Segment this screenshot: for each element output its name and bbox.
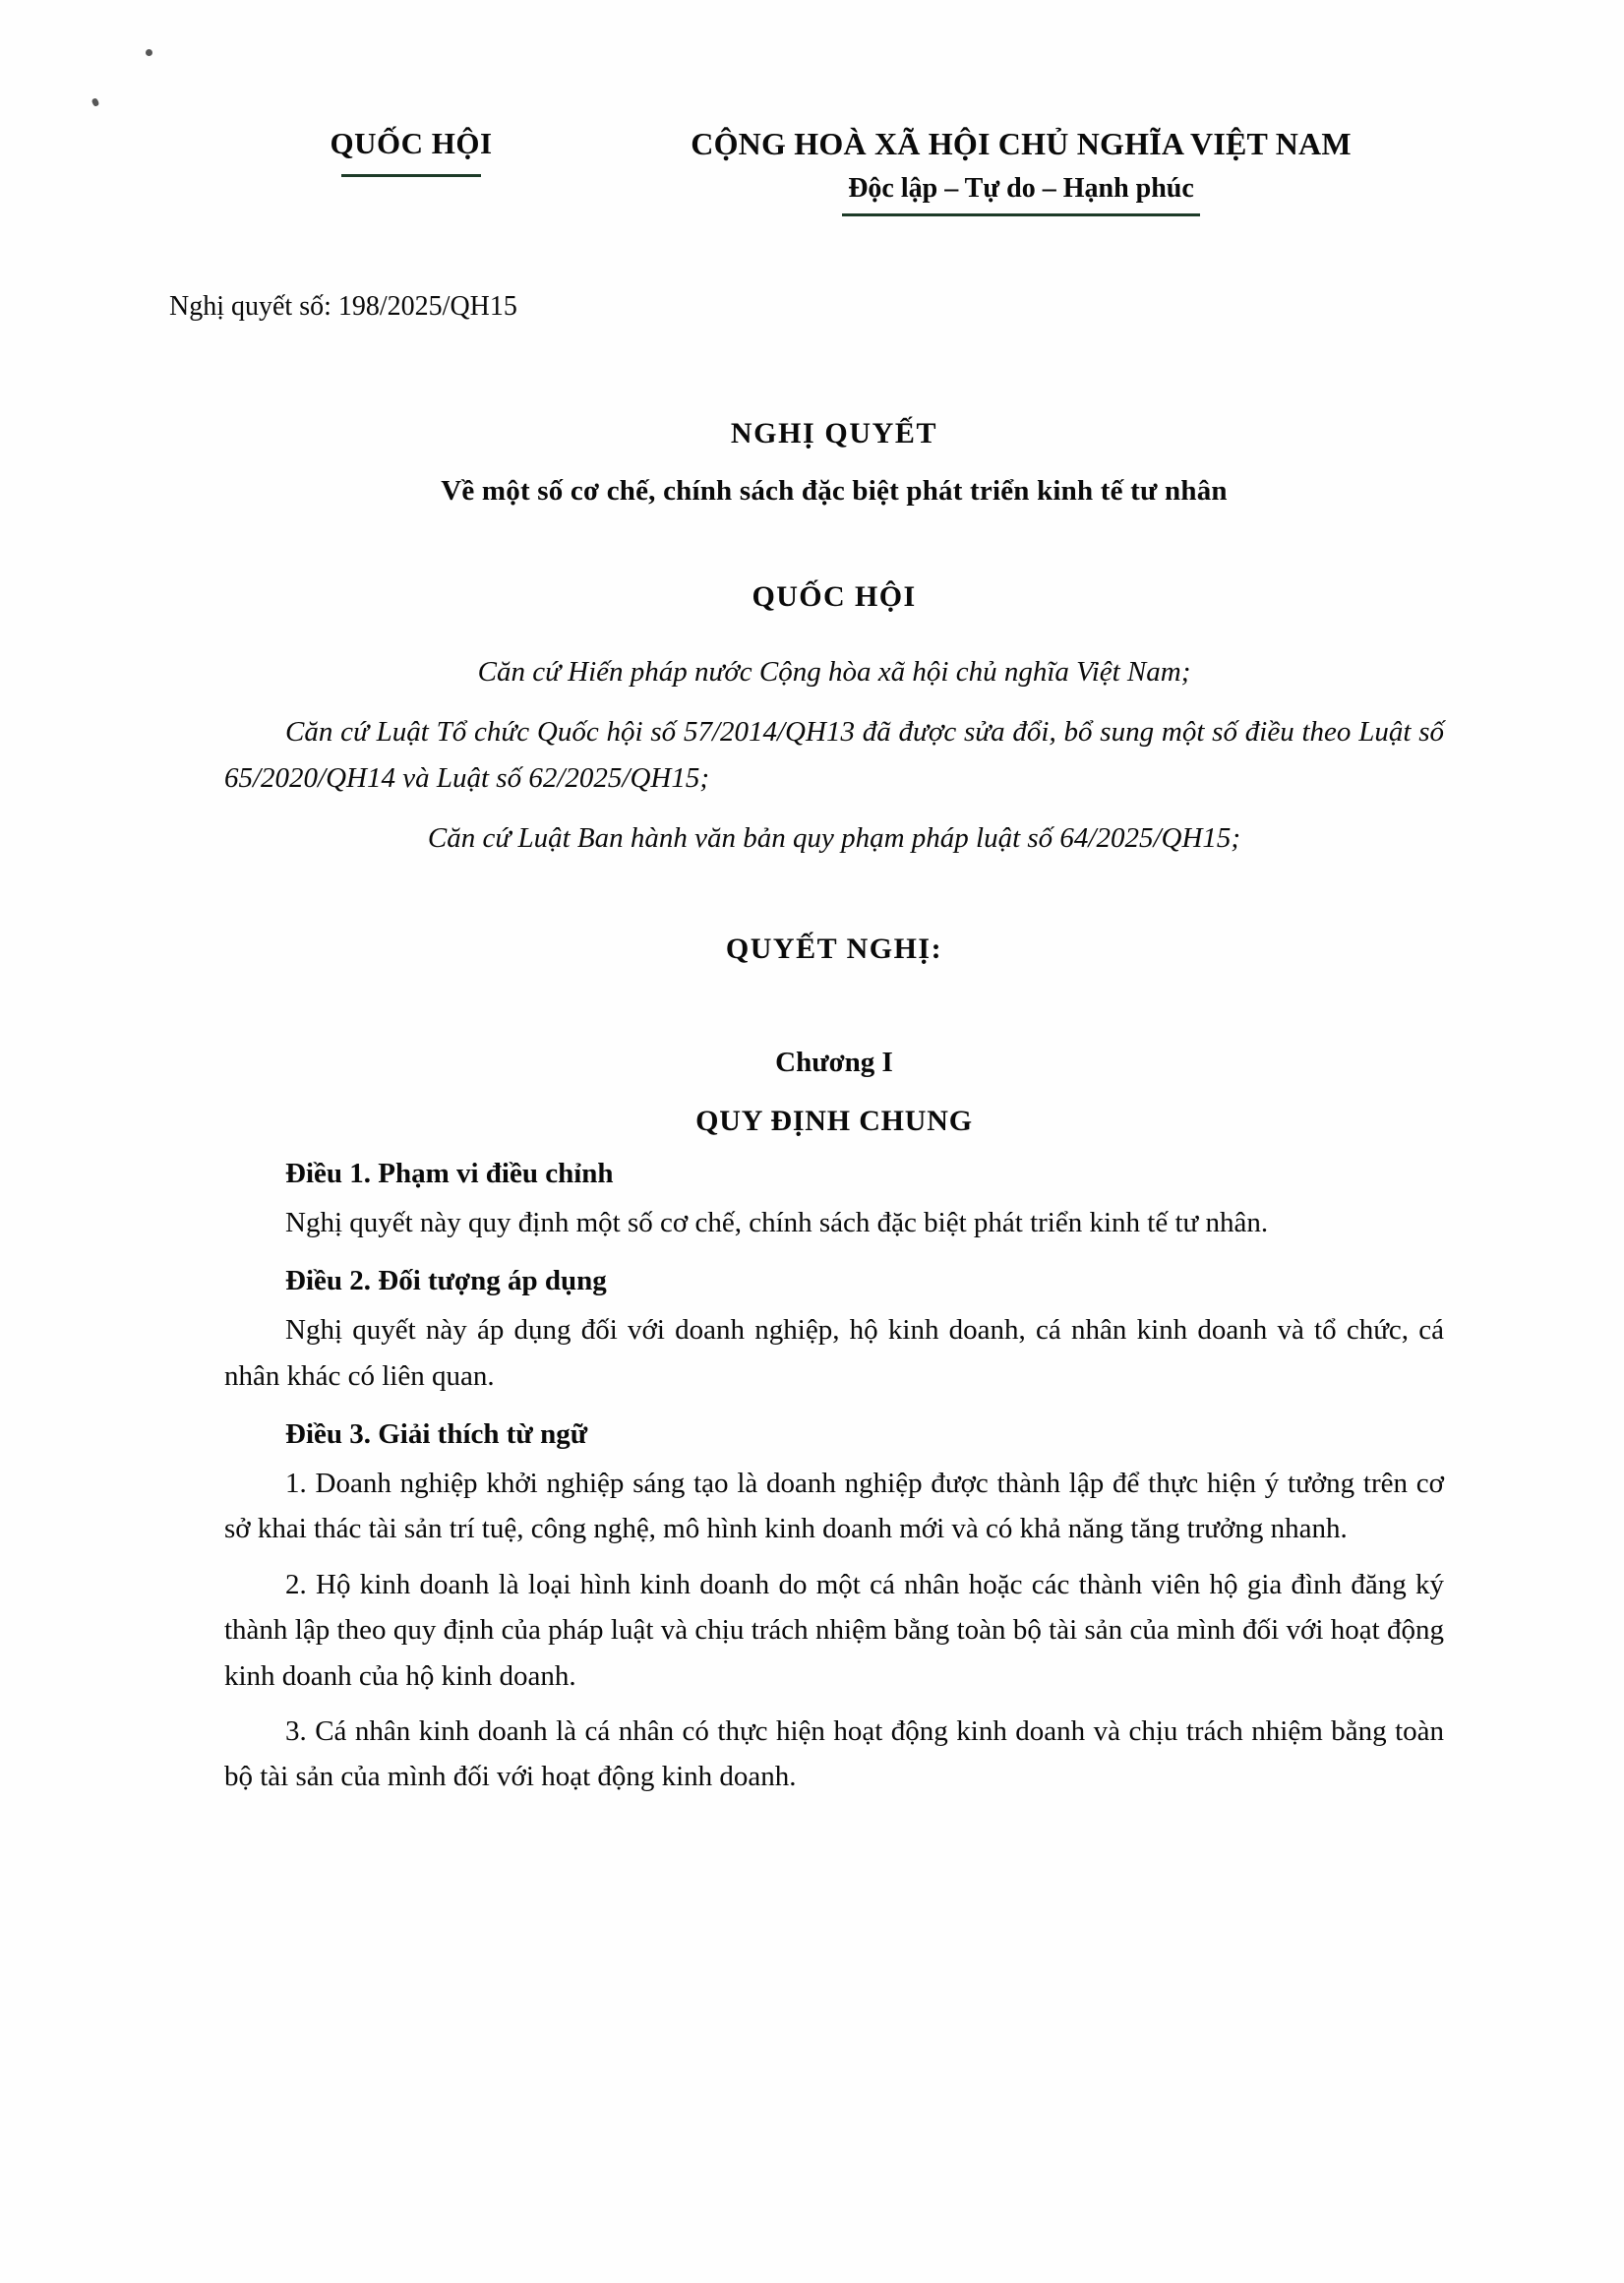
document-subject-title: Về một số cơ chế, chính sách đặc biệt phát triển kinh tế tư nhân [441, 475, 1228, 507]
article [224, 1265, 1444, 1399]
issuing-organization-block [234, 126, 588, 177]
preamble-citation: Căn cứ Hiến pháp nước Cộng hòa xã hội chủ nghĩa Việt Nam; [477, 656, 1191, 688]
article-paragraph: 1. Doanh nghiệp khởi nghiệp sáng tạo là doanh nghiệp được thành lập để thực hiện ý tưởng trên cơ sở khai thác tài sản trí tuệ, công nghệ, mô hình kinh doanh mới và có khả năng tăng trưởng nhanh. [224, 1468, 1444, 1545]
organization-divider [341, 174, 481, 177]
national-title: CỘNG HOÀ XÃ HỘI CHỦ NGHĨA VIỆT NAM [691, 126, 1352, 161]
chapter-block [224, 1047, 1444, 1138]
document-number: Nghị quyết số: 198/2025/QH15 [169, 291, 517, 322]
article-heading: Điều 2. Đối tượng áp dụng [285, 1265, 607, 1297]
document-type-title: NGHỊ QUYẾT [730, 417, 938, 450]
national-heading-block [608, 126, 1434, 216]
preamble-citation: Căn cứ Luật Ban hành văn bản quy phạm pháp luật số 64/2025/QH15; [427, 821, 1241, 854]
issuing-organization-name: QUỐC HỘI [330, 126, 493, 160]
article-paragraph: 2. Hộ kinh doanh là loại hình kinh doanh do một cá nhân hoặc các thành viên hộ gia đình đăng ký thành lập theo quy định của pháp luật và chịu trách nhiệm bằng toàn bộ tài sản của mình đối với hoạt động kinh doanh của hộ kinh doanh. [224, 1568, 1444, 1692]
national-motto: Độc lập – Tự do – Hạnh phúc [848, 173, 1194, 204]
document-content [169, 0, 1444, 1800]
article-paragraph: Nghị quyết này quy định một số cơ chế, chính sách đặc biệt phát triển kinh tế tư nhân. [285, 1206, 1269, 1238]
document-title-block [224, 417, 1444, 508]
preamble-citation: Căn cứ Luật Tổ chức Quốc hội số 57/2014/QH13 đã được sửa đổi, bổ sung một số điều theo Luật số 65/2020/QH14 và Luật số 62/2025/QH15; [224, 715, 1444, 794]
article-paragraph: Nghị quyết này áp dụng đối với doanh nghiệp, hộ kinh doanh, cá nhân kinh doanh và tổ chức, cá nhân khác có liên quan. [224, 1314, 1444, 1392]
document-header [224, 126, 1444, 264]
chapter-name: QUY ĐỊNH CHUNG [695, 1104, 973, 1137]
scan-speckle-icon [91, 97, 100, 107]
preamble-block [224, 649, 1444, 862]
chapter-number: Chương I [775, 1046, 893, 1078]
article-heading: Điều 3. Giải thích từ ngữ [285, 1418, 588, 1451]
article [224, 1418, 1444, 1800]
article-paragraph: 3. Cá nhân kinh doanh là cá nhân có thực hiện hoạt động kinh doanh và chịu trách nhiệm bằng toàn bộ tài sản của mình đối với hoạt động kinh doanh. [224, 1715, 1444, 1793]
article [224, 1158, 1444, 1245]
motto-divider [842, 213, 1200, 216]
enacting-authority: QUỐC HỘI [752, 580, 917, 613]
article-heading: Điều 1. Phạm vi điều chỉnh [285, 1157, 614, 1189]
enacting-clause: QUYẾT NGHỊ: [725, 931, 943, 965]
scan-speckle-icon [146, 49, 152, 56]
